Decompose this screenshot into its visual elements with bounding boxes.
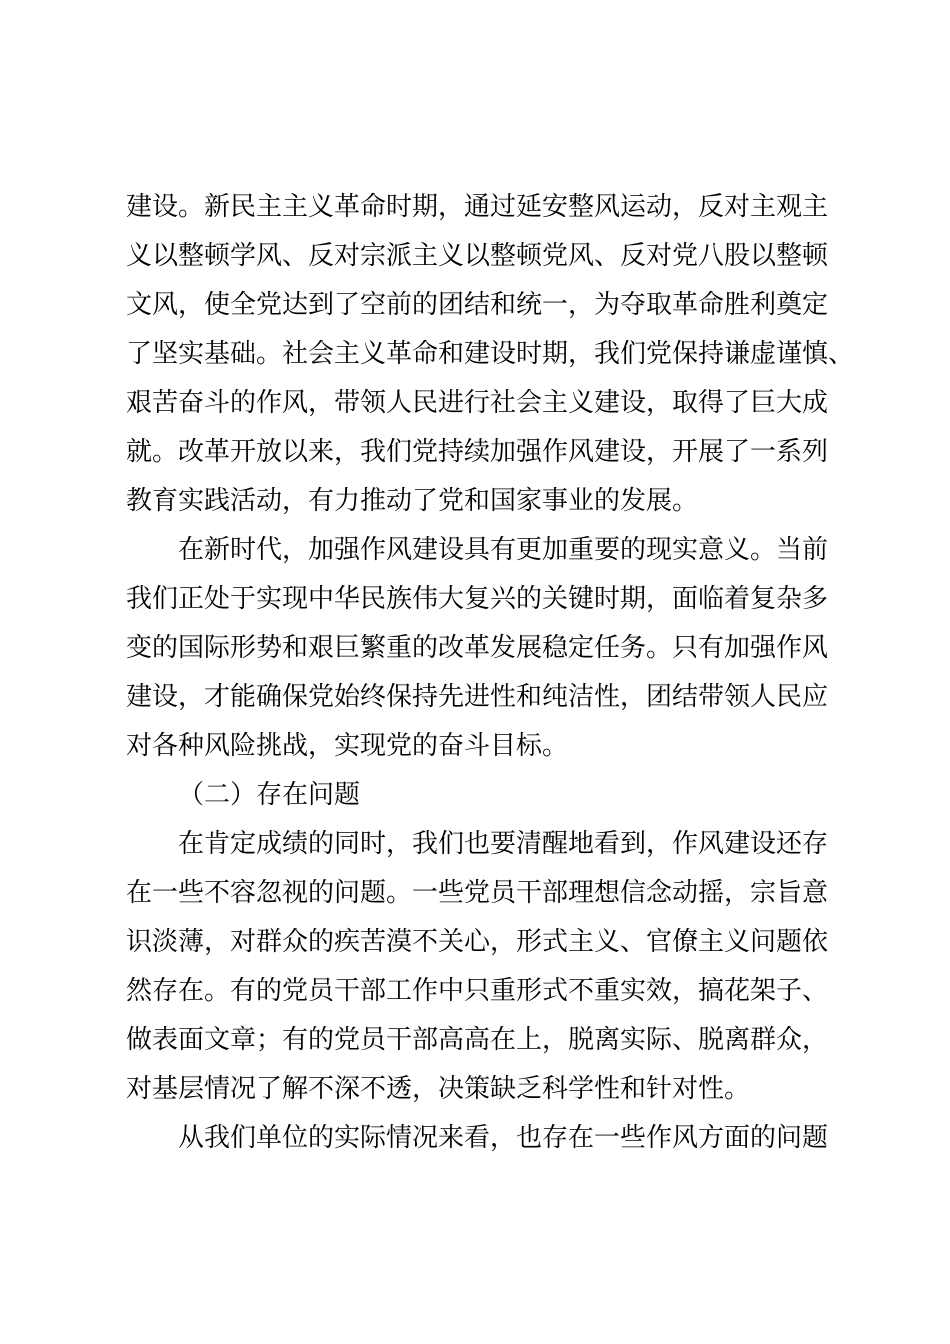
section-heading: （二）存在问题 — [178, 780, 361, 810]
text-line: 对各种风险挑战，实现党的奋斗目标。 — [126, 731, 569, 761]
text-line: 就。改革开放以来，我们党持续加强作风建设，开展了一系列 — [126, 437, 829, 467]
text-line: 艰苦奋斗的作风，带领人民进行社会主义建设，取得了巨大成 — [126, 388, 829, 418]
text-line: 文风，使全党达到了空前的团结和统一，为夺取革命胜利奠定 — [126, 290, 829, 320]
text-line: 我们正处于实现中华民族伟大复兴的关键时期，面临着复杂多 — [126, 584, 829, 614]
paragraph-first-line: 从我们单位的实际情况来看，也存在一些作风方面的问题 — [178, 1123, 829, 1153]
text-line: 在一些不容忽视的问题。一些党员干部理想信念动摇，宗旨意 — [126, 878, 829, 908]
text-line: 义以整顿学风、反对宗派主义以整顿党风、反对党八股以整顿 — [126, 241, 829, 271]
paragraph-first-line: 在新时代，加强作风建设具有更加重要的现实意义。当前 — [178, 535, 829, 565]
text-line: 建设，才能确保党始终保持先进性和纯洁性，团结带领人民应 — [126, 682, 829, 712]
body-text — [126, 183, 855, 1163]
text-line: 建设。新民主主义革命时期，通过延安整风运动，反对主观主 — [126, 192, 829, 222]
text-line: 变的国际形势和艰巨繁重的改革发展稳定任务。只有加强作风 — [126, 633, 829, 663]
text-line: 对基层情况了解不深不透，决策缺乏科学性和针对性。 — [126, 1074, 751, 1104]
paragraph-first-line: 在肯定成绩的同时，我们也要清醒地看到，作风建设还存 — [178, 829, 829, 859]
text-line: 教育实践活动，有力推动了党和国家事业的发展。 — [126, 486, 699, 516]
text-line: 然存在。有的党员干部工作中只重形式不重实效，搞花架子、 — [126, 976, 829, 1006]
text-line: 识淡薄，对群众的疾苦漠不关心，形式主义、官僚主义问题依 — [126, 927, 829, 957]
text-line: 做表面文章；有的党员干部高高在上，脱离实际、脱离群众， — [126, 1025, 829, 1055]
text-line: 了坚实基础。社会主义革命和建设时期，我们党保持谦虚谨慎、 — [126, 339, 855, 369]
